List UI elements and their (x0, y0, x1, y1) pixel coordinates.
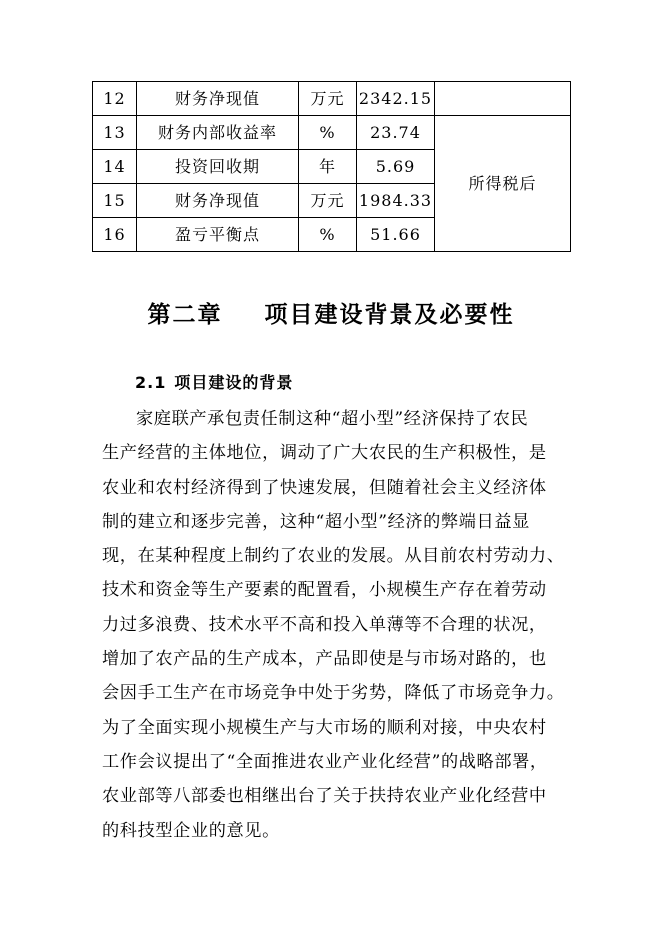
paragraph-line: 工作会议提出了“全面推进农业产业化经营”的战略部署， (102, 751, 548, 772)
indicator-name: 投资回收期 (137, 150, 299, 184)
section-heading (135, 370, 293, 393)
paragraph-line: 增加了农产品的生产成本，产品即使是与市场对路的，也 (102, 649, 547, 670)
body-paragraph (102, 402, 572, 848)
paragraph-line: 为了全面实现小规模生产与大市场的顺利对接，中央农村 (102, 717, 547, 738)
section-number: 2.1 (135, 373, 167, 392)
table-row (93, 116, 571, 150)
table-row (93, 82, 571, 116)
row-number: 13 (93, 116, 137, 150)
chapter-number: 第二章 (147, 301, 223, 328)
indicator-value: 5.69 (357, 150, 435, 184)
indicator-name: 财务净现值 (137, 82, 299, 116)
paragraph-line: 生产经营的主体地位，调动了广大农民的生产积极性，是 (102, 443, 547, 464)
paragraph-line: 的科技型企业的意见。 (102, 820, 280, 841)
indicator-unit: 万元 (299, 184, 357, 218)
paragraph-line: 农业部等八部委也相继出台了关于扶持农业产业化经营中 (102, 786, 547, 807)
row-number: 15 (93, 184, 137, 218)
indicator-value: 2342.15 (357, 82, 435, 116)
indicator-unit: 年 (299, 150, 357, 184)
paragraph-line: 现，在某种程度上制约了农业的发展。从目前农村劳动力、 (102, 546, 565, 567)
indicator-name: 财务内部收益率 (137, 116, 299, 150)
paragraph-line: 力过多浪费、技术水平不高和投入单薄等不合理的状况， (102, 614, 547, 635)
after-tax-label: 所得税后 (435, 116, 571, 252)
paragraph-line: 家庭联产承包责任制这种“超小型”经济保持了农民 (136, 409, 529, 429)
row-number: 12 (93, 82, 137, 116)
section-title: 项目建设的背景 (174, 373, 294, 392)
note-cell-empty (435, 82, 571, 116)
paragraph-line: 农业和农村经济得到了快速发展，但随着社会主义经济体 (102, 477, 547, 498)
indicator-name: 财务净现值 (137, 184, 299, 218)
indicator-name: 盈亏平衡点 (137, 218, 299, 252)
row-number: 14 (93, 150, 137, 184)
paragraph-line: 会因手工生产在市场竞争中处于劣势，降低了市场竞争力。 (102, 683, 565, 704)
indicator-value: 1984.33 (357, 184, 435, 218)
financial-indicators-table (92, 81, 571, 252)
chapter-heading (0, 296, 662, 329)
indicator-unit: % (299, 218, 357, 252)
indicator-unit: % (299, 116, 357, 150)
row-number: 16 (93, 218, 137, 252)
indicator-unit: 万元 (299, 82, 357, 116)
paragraph-line: 技术和资金等生产要素的配置看，小规模生产存在着劳动 (102, 580, 547, 601)
chapter-title: 项目建设背景及必要性 (264, 301, 515, 328)
indicator-value: 51.66 (357, 218, 435, 252)
indicator-value: 23.74 (357, 116, 435, 150)
paragraph-line: 制的建立和逐步完善，这种“超小型”经济的弊端日益显 (102, 511, 530, 532)
